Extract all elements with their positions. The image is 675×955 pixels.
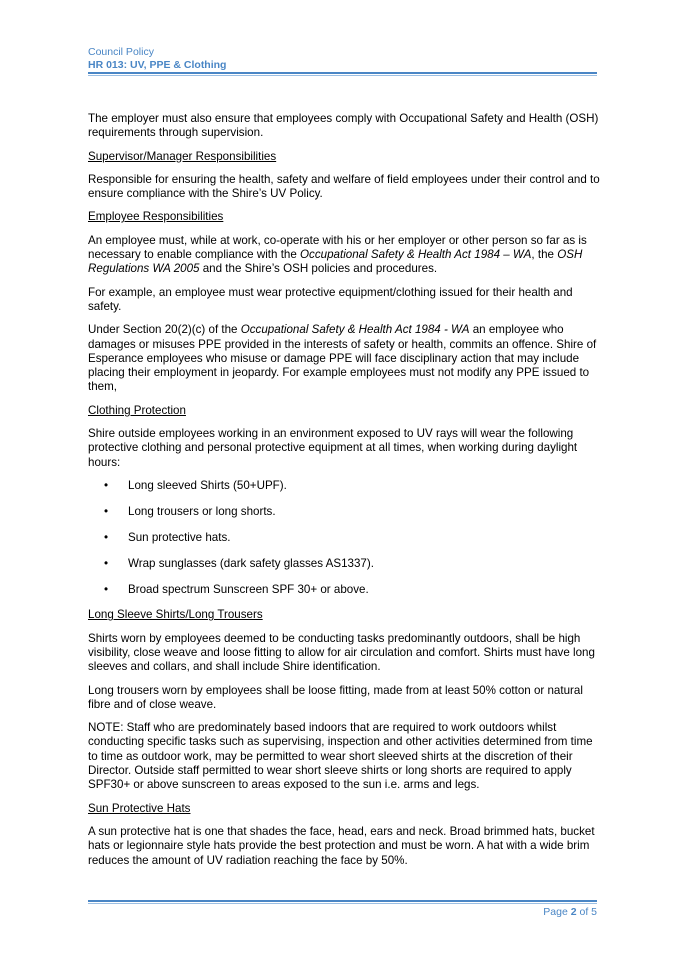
osh-act-reference: Occupational Safety & Health Act 1984 - WA: [240, 323, 470, 337]
hats-paragraph: A sun protective hat is one that shades the face, head, ears and neck. Broad brimmed hats, bucket hats or legionnaire style hats provide the best protection and must be worn. A hat with a wide brim reduces the amount of UV radiation reaching the face by 50%.: [88, 824, 595, 867]
long-sleeve-heading: Long Sleeve Shirts/Long Trousers: [88, 608, 263, 622]
list-item: • Wrap sunglasses (dark safety glasses AS1337).: [88, 557, 600, 571]
list-item: • Sun protective hats.: [88, 531, 600, 545]
page-number: Page 2 of 5: [543, 906, 597, 918]
supervisor-paragraph: Responsible for ensuring the health, safety and welfare of field employees under their control and to ensure compliance with the Shire’s UV Policy.: [88, 172, 600, 201]
osh-regulations-reference: OSH Regulations WA 2005: [88, 248, 583, 276]
trousers-paragraph: Long trousers worn by employees shall be loose fitting, made from at least 50% cotton or natural fibre and of close weave.: [88, 683, 583, 711]
hats-heading: Sun Protective Hats: [88, 801, 191, 815]
list-item: • Long trousers or long shorts.: [88, 505, 600, 519]
list-item: • Broad spectrum Sunscreen SPF 30+ or above.: [88, 583, 600, 597]
clothing-list: [88, 479, 600, 597]
note-paragraph: NOTE: Staff who are predominately based indoors that are required to work outdoors whilst conducting specific tasks such as supervising, inspection and other activities determined from time to time as outdoor work, may be permitted to wear short sleeved shirts at the discretion of their Director. Outside staff permitted to wear short sleeve shirts or long shorts are required to apply SPF30+ or above sunscreen to areas exposed to the sun i.e. arms and legs.: [88, 721, 593, 792]
policy-title: HR 013: UV, PPE & Clothing: [88, 59, 227, 71]
list-item: • Long sleeved Shirts (50+UPF).: [88, 479, 600, 493]
shirts-paragraph: Shirts worn by employees deemed to be conducting tasks predominantly outdoors, shall be high visibility, close weave and loose fitting to allow for air circulation and comfort. Shirts must have long sleeves and collars, and shall include Shire identification.: [88, 631, 595, 674]
supervisor-heading: Supervisor/Manager Responsibilities: [88, 149, 277, 163]
clothing-paragraph: Shire outside employees working in an environment exposed to UV rays will wear the following protective clothing and personal protective equipment at all times, when working during daylight hours:: [88, 427, 578, 469]
current-page-number: 2: [570, 906, 577, 918]
example-paragraph: For example, an employee must wear protective equipment/clothing issued for their health and safety.: [88, 285, 573, 313]
doc-type-label: Council Policy: [88, 46, 154, 58]
employee-paragraph: An employee must, while at work, co-operate with his or her employer or other person so far as is necessary to enable compliance with the Occupational Safety & Health Act 1984 – WA, the OSH Regulations WA 2005 and the Shire’s OSH policies and procedures.: [88, 233, 587, 276]
header-divider: [88, 72, 597, 76]
intro-paragraph: The employer must also ensure that employees comply with Occupational Safety and Health (OSH) requirements through supervision.: [88, 112, 599, 140]
footer-divider: [88, 900, 597, 904]
osh-act-reference: Occupational Safety & Health Act 1984 – WA: [300, 248, 532, 262]
policy-body: [88, 112, 600, 877]
clothing-heading: Clothing Protection: [88, 403, 186, 417]
employee-heading: Employee Responsibilities: [88, 210, 224, 224]
page-header: [88, 46, 226, 72]
section-paragraph: Under Section 20(2)(c) of the Occupational Safety & Health Act 1984 - WA an employee who damages or misuses PPE provided in the interests of safety or health, commits an offence. Shire of Esperance employees who misuse or damage PPE will face disciplinary action that may include placing their employment in jeopardy. For example employees must not modify any PPE issued to them,: [88, 323, 597, 394]
